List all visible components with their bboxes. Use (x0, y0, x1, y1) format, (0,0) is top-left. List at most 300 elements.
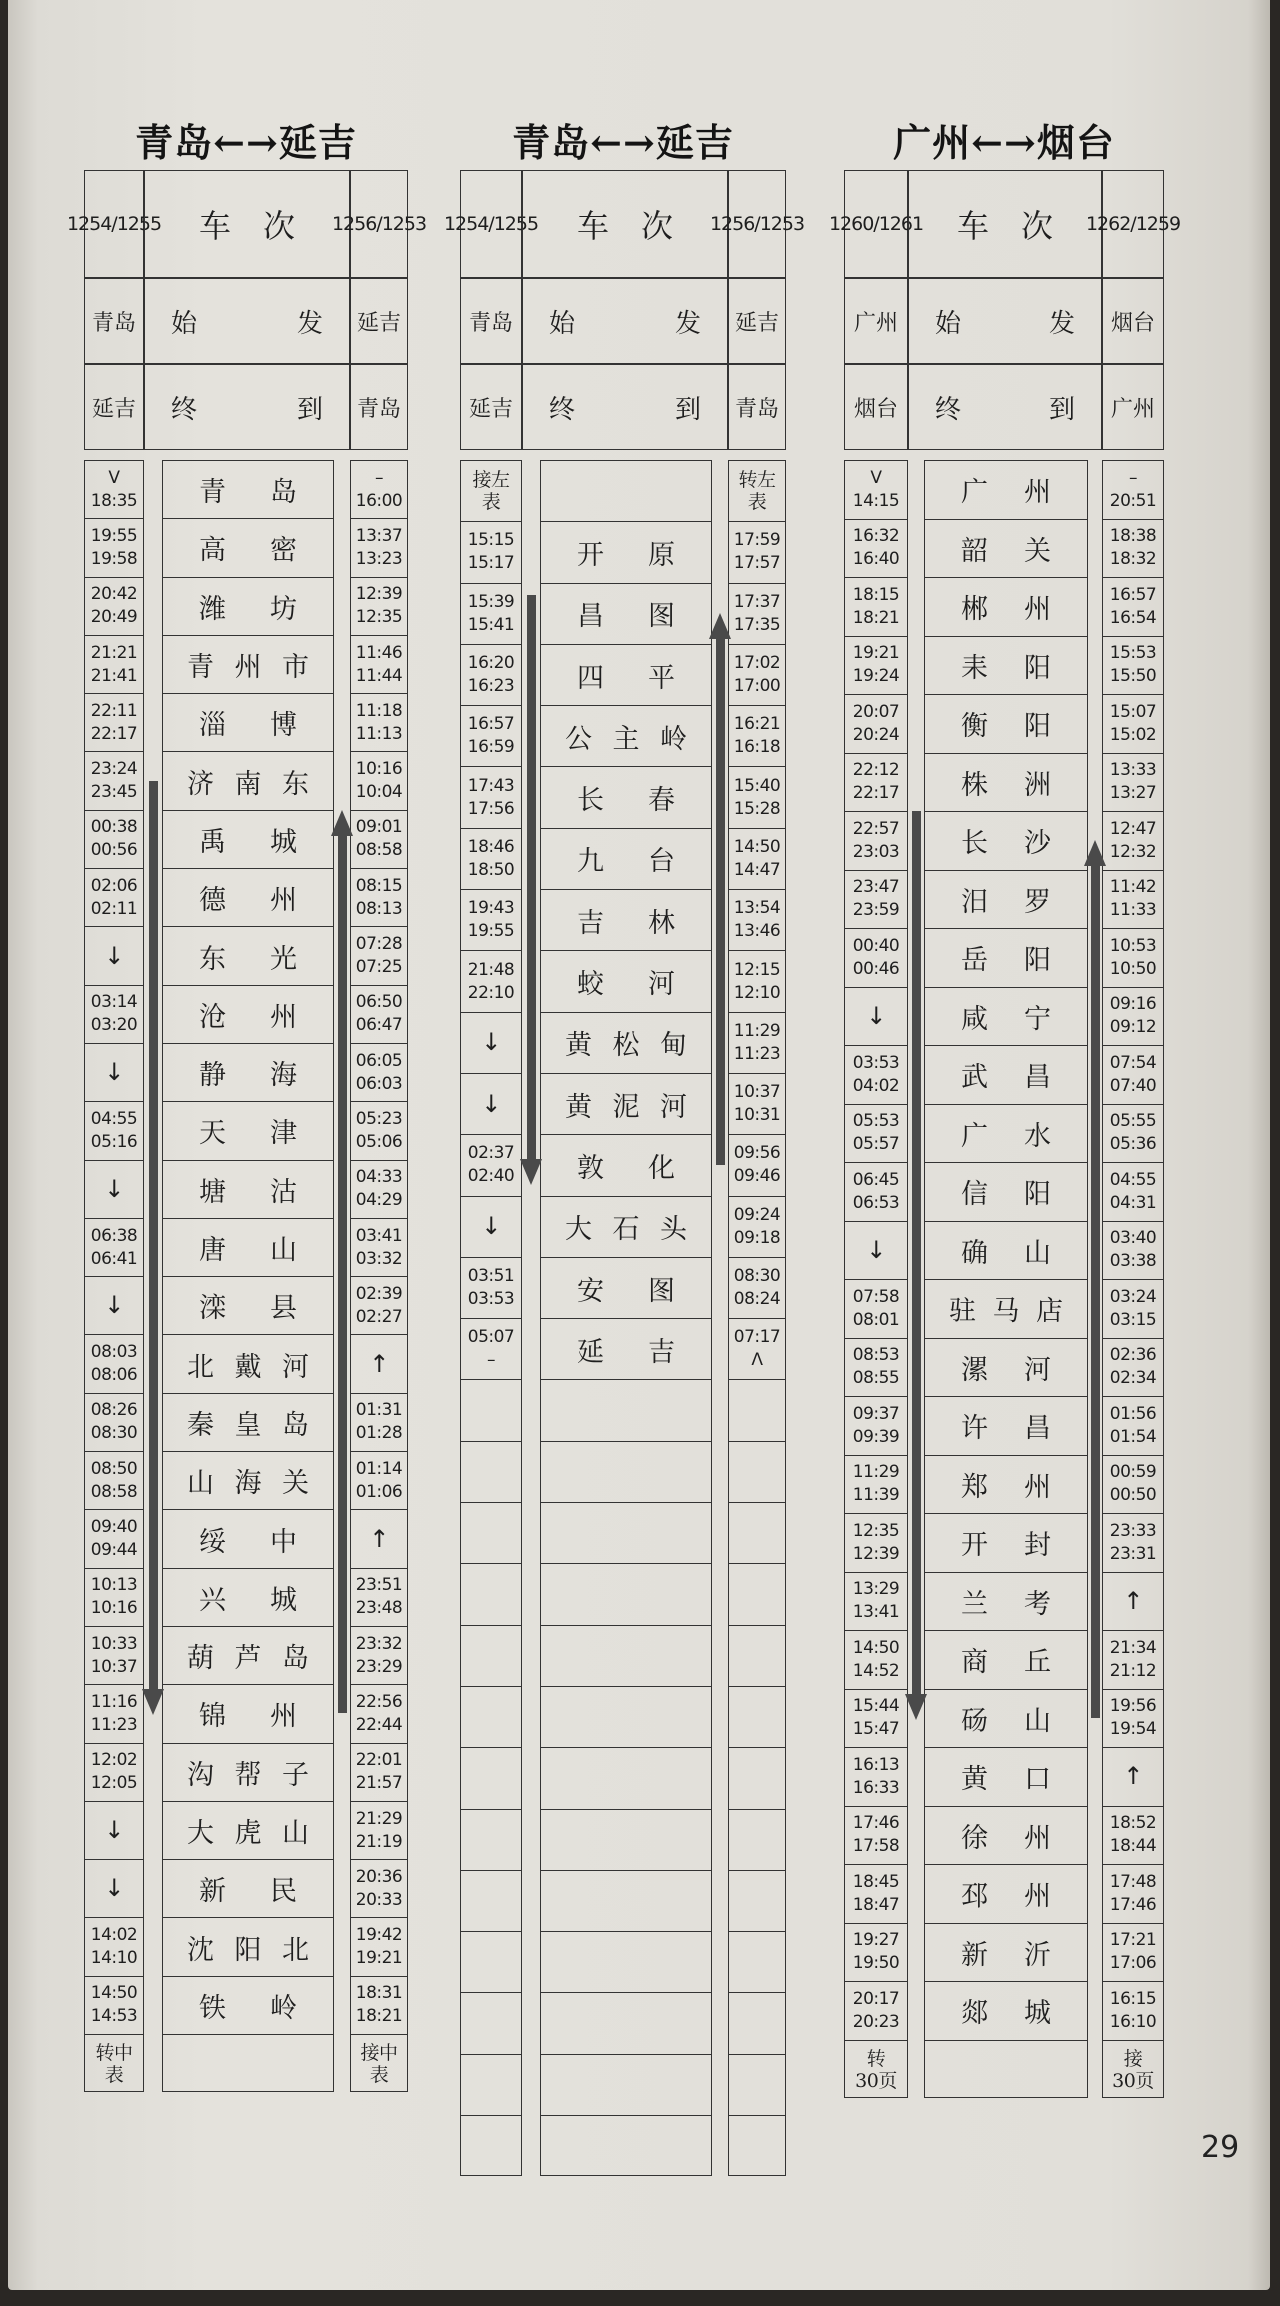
header-left-0 (828, 170, 924, 278)
station-name: 汨 罗 (925, 871, 1087, 930)
left-time-cell: 16:20 16:23 (461, 645, 521, 706)
left-time-cell: 14:50 14:53 (85, 1977, 143, 2035)
left-time-cell: 接左 表 (461, 461, 521, 522)
right-time-cell: 09:01 08:58 (351, 811, 407, 869)
station-name: 四 平 (541, 645, 711, 706)
station-name: 许 昌 (925, 1397, 1087, 1456)
right-time-cell: 23:51 23:48 (351, 1569, 407, 1627)
left-time-cell: 19:55 19:58 (85, 519, 143, 577)
right-time-cell: ↑ (351, 1336, 407, 1394)
header-right-text: 1256/1253 (709, 212, 805, 235)
station-name: 咸 宁 (925, 988, 1087, 1047)
header-label: 始 发 (549, 308, 701, 339)
station-name: 禹 城 (163, 811, 333, 869)
station-name: 东 光 (163, 927, 333, 985)
left-time-cell (461, 1503, 521, 1564)
left-time-cell: ↓ (845, 988, 907, 1047)
header-middle-0 (144, 170, 350, 278)
header-middle-1 (144, 278, 350, 364)
left-time-cell (461, 1810, 521, 1871)
left-direction-arrow (149, 781, 158, 1694)
right-time-cell: 11:18 11:13 (351, 694, 407, 752)
station-name (541, 1994, 711, 2055)
station-name: 开 原 (541, 522, 711, 583)
header-left-text: 1254/1255 (66, 212, 162, 235)
station-name: 潍 坊 (163, 578, 333, 636)
station-name: 青 州 市 (163, 636, 333, 694)
left-time-cell: 20:17 20:23 (845, 1982, 907, 2041)
left-time-cell: 23:24 23:45 (85, 753, 143, 811)
right-time-cell: 03:40 03:38 (1103, 1222, 1163, 1281)
right-time-cell: 05:55 05:36 (1103, 1105, 1163, 1164)
left-time-cell: ↓ (85, 1044, 143, 1102)
header-left-text: 1260/1261 (828, 212, 924, 235)
left-time-cell (461, 1748, 521, 1809)
right-time-cell: 接 30页 (1112, 2047, 1154, 2092)
right-time-cell: 17:48 17:46 (1103, 1865, 1163, 1924)
station-name (541, 1748, 711, 1809)
right-time-cell: 01:56 01:54 (1103, 1397, 1163, 1456)
station-name (541, 2116, 711, 2177)
left-time-cell (461, 1564, 521, 1625)
right-time-cell: 04:55 04:31 (1103, 1163, 1163, 1222)
right-time-cell: 转左 表 (729, 461, 785, 522)
left-time-cell: 10:13 10:16 (85, 1569, 143, 1627)
header-right-1 (1102, 278, 1164, 364)
header-label: 终 到 (171, 394, 323, 425)
right-time-cell: 02:36 02:34 (1103, 1339, 1163, 1398)
left-time-cell: 19:21 19:24 (845, 637, 907, 696)
station-name: 新 沂 (925, 1924, 1087, 1983)
right-time-cell: 06:50 06:47 (351, 986, 407, 1044)
header-left-2 (84, 364, 144, 450)
left-time-cell: 21:48 22:10 (461, 951, 521, 1012)
right-time-cell: 19:56 19:54 (1103, 1690, 1163, 1749)
left-time-cell: ↓ (85, 1802, 143, 1860)
station-name: 商 丘 (925, 1631, 1087, 1690)
station-name: 岳 阳 (925, 929, 1087, 988)
right-time-cell (729, 2116, 785, 2177)
right-time-cell: 23:33 23:31 (1103, 1514, 1163, 1573)
header-right-2 (728, 364, 786, 450)
right-time-cell (729, 1564, 785, 1625)
left-time-cell: 20:42 20:49 (85, 578, 143, 636)
left-time-cell: 00:40 00:46 (845, 929, 907, 988)
station-name: 北 戴 河 (163, 1336, 333, 1394)
left-time-cell: 09:40 09:44 (85, 1510, 143, 1568)
left-time-cell: 02:06 02:11 (85, 869, 143, 927)
left-time-cell: 12:35 12:39 (845, 1514, 907, 1573)
right-time-cell: 08:15 08:13 (351, 869, 407, 927)
right-time-cell: 15:40 15:28 (729, 768, 785, 829)
right-time-cell: – 16:00 (351, 461, 407, 519)
station-name: 驻 马 店 (925, 1280, 1087, 1339)
left-time-cell: ↓ (85, 1860, 143, 1918)
station-name: 郑 州 (925, 1456, 1087, 1515)
right-time-cell: 11:29 11:23 (729, 1013, 785, 1074)
station-name: 葫 芦 岛 (163, 1627, 333, 1685)
right-time-cell: 08:30 08:24 (729, 1258, 785, 1319)
right-time-cell (729, 1748, 785, 1809)
left-time-cell (461, 1687, 521, 1748)
station-name (541, 1810, 711, 1871)
right-time-cell: 21:34 21:12 (1103, 1631, 1163, 1690)
right-time-cell: 16:21 16:18 (729, 706, 785, 767)
header-middle-1 (908, 278, 1102, 364)
header-right-text: 广州 (1110, 396, 1155, 422)
right-time-cell: 04:33 04:29 (351, 1161, 407, 1219)
station-name: 蛟 河 (541, 951, 711, 1012)
station-name: 长 沙 (925, 812, 1087, 871)
left-time-cell: 18:46 18:50 (461, 829, 521, 890)
left-direction-arrow (527, 595, 536, 1163)
right-time-cell (729, 1381, 785, 1442)
timetable-page (8, 0, 1270, 2290)
left-time-cell (461, 2055, 521, 2116)
left-time-cell: 05:07 – (461, 1319, 521, 1380)
left-time-cell: 18:45 18:47 (845, 1865, 907, 1924)
right-time-cell (729, 1994, 785, 2055)
station-name: 武 昌 (925, 1046, 1087, 1105)
left-time-cell: 22:57 23:03 (845, 812, 907, 871)
header-left-text: 烟台 (853, 396, 898, 422)
station-name: 九 台 (541, 829, 711, 890)
right-time-cell (729, 1503, 785, 1564)
right-time-cell: 13:37 13:23 (351, 519, 407, 577)
left-time-cell: 转 30页 (855, 2047, 897, 2092)
right-time-cell (729, 1626, 785, 1687)
stations-column (540, 460, 712, 2176)
header-right-2 (350, 364, 408, 450)
right-time-cell: 16:15 16:10 (1103, 1982, 1163, 2041)
right-time-cell: 17:21 17:06 (1103, 1924, 1163, 1983)
right-time-cell: 18:38 18:32 (1103, 520, 1163, 579)
header-right-text: 青岛 (734, 396, 779, 422)
station-name (541, 1381, 711, 1442)
left-time-cell: 06:38 06:41 (85, 1219, 143, 1277)
left-time-cell: 05:53 05:57 (845, 1105, 907, 1164)
station-name: 开 封 (925, 1514, 1087, 1573)
left-time-cell: V 18:35 (85, 461, 143, 519)
left-time-cell: ↓ (845, 1222, 907, 1281)
station-name: 淄 博 (163, 694, 333, 752)
station-name (541, 1626, 711, 1687)
station-name: 确 山 (925, 1222, 1087, 1281)
right-times-column (728, 460, 786, 2176)
stations-column (924, 460, 1088, 2098)
left-time-cell: 16:57 16:59 (461, 706, 521, 767)
left-time-cell: 17:46 17:58 (845, 1807, 907, 1866)
right-time-cell: 00:59 00:50 (1103, 1456, 1163, 1515)
right-time-cell: 09:16 09:12 (1103, 988, 1163, 1047)
right-times-column (350, 460, 408, 2092)
right-time-cell: 22:56 22:44 (351, 1685, 407, 1743)
station-name: 耒 阳 (925, 637, 1087, 696)
right-direction-arrow (716, 633, 725, 1165)
station-name (541, 1442, 711, 1503)
station-name: 广 水 (925, 1105, 1087, 1164)
station-name: 唐 山 (163, 1219, 333, 1277)
header-label: 车 次 (956, 207, 1053, 245)
station-name: 秦 皇 岛 (163, 1394, 333, 1452)
left-time-cell: ↓ (85, 1277, 143, 1335)
right-time-cell: 16:57 16:54 (1103, 578, 1163, 637)
right-time-cell: 17:02 17:00 (729, 645, 785, 706)
station-name: 天 津 (163, 1102, 333, 1160)
right-times-column (1102, 460, 1164, 2098)
header-left-text: 延吉 (468, 396, 513, 422)
right-direction-arrow (1091, 860, 1100, 1718)
left-time-cell: 19:27 19:50 (845, 1924, 907, 1983)
left-time-cell: 07:58 08:01 (845, 1280, 907, 1339)
station-name (541, 461, 711, 522)
arrow-down-icon (905, 1694, 927, 1720)
left-time-cell: V 14:15 (845, 461, 907, 520)
station-name: 沟 帮 子 (163, 1744, 333, 1802)
left-time-cell (461, 2116, 521, 2177)
left-time-cell: 18:15 18:21 (845, 578, 907, 637)
header-left-text: 青岛 (468, 310, 513, 336)
right-time-cell (729, 1442, 785, 1503)
header-middle-2 (908, 364, 1102, 450)
header-right-text: 青岛 (356, 396, 401, 422)
right-time-cell (729, 1810, 785, 1871)
left-time-cell (461, 1994, 521, 2055)
station-name: 敦 化 (541, 1135, 711, 1196)
station-name: 青 岛 (163, 461, 333, 519)
station-name (541, 2055, 711, 2116)
left-time-cell: 00:38 00:56 (85, 811, 143, 869)
station-name: 高 密 (163, 519, 333, 577)
left-time-cell: 08:26 08:30 (85, 1394, 143, 1452)
header-right-text: 延吉 (356, 310, 401, 336)
right-time-cell (729, 1932, 785, 1993)
header-left-2 (844, 364, 908, 450)
header-label: 终 到 (549, 394, 701, 425)
left-times-column (844, 460, 908, 2098)
right-time-cell: 18:31 18:21 (351, 1977, 407, 2035)
left-time-cell: 16:13 16:33 (845, 1748, 907, 1807)
header-middle-2 (522, 364, 728, 450)
arrow-up-icon (1084, 840, 1106, 866)
station-name: 郴 州 (925, 578, 1087, 637)
station-name (541, 1871, 711, 1932)
right-time-cell: 22:01 21:57 (351, 1744, 407, 1802)
station-name: 株 洲 (925, 754, 1087, 813)
right-time-cell: 15:07 15:02 (1103, 695, 1163, 754)
station-name: 砀 山 (925, 1690, 1087, 1749)
left-time-cell: 03:51 03:53 (461, 1258, 521, 1319)
header-right-text: 烟台 (1110, 310, 1155, 336)
right-time-cell: 09:24 09:18 (729, 1197, 785, 1258)
station-name: 锦 州 (163, 1685, 333, 1743)
left-time-cell (461, 1381, 521, 1442)
left-time-cell (461, 1932, 521, 1993)
right-time-cell: 10:53 10:50 (1103, 929, 1163, 988)
station-name: 大 石 头 (541, 1197, 711, 1258)
right-time-cell: 07:17 Λ (729, 1319, 785, 1380)
left-time-cell: ↓ (85, 1161, 143, 1219)
header-left-text: 1254/1255 (443, 212, 539, 235)
left-time-cell: 12:02 12:05 (85, 1744, 143, 1802)
right-time-cell: 19:42 19:21 (351, 1919, 407, 1977)
right-time-cell: 01:31 01:28 (351, 1394, 407, 1452)
page-number: 29 (1201, 2130, 1240, 2165)
header-left-text: 青岛 (91, 310, 136, 336)
left-time-cell: 转中 表 (95, 2042, 133, 2087)
right-time-cell: 12:15 12:10 (729, 951, 785, 1012)
station-name: 黄 松 甸 (541, 1013, 711, 1074)
header-label: 始 发 (935, 308, 1075, 339)
left-time-cell (461, 1871, 521, 1932)
table-title: 青岛←→延吉 (512, 120, 734, 165)
stations-column (162, 460, 334, 2092)
right-time-cell (729, 2055, 785, 2116)
station-name (541, 1932, 711, 1993)
header-left-text: 广州 (853, 310, 898, 336)
right-time-cell: 20:36 20:33 (351, 1860, 407, 1918)
left-time-cell: 15:39 15:41 (461, 584, 521, 645)
right-time-cell: 15:53 15:50 (1103, 637, 1163, 696)
header-right-0 (709, 170, 805, 278)
right-time-cell: 14:50 14:47 (729, 829, 785, 890)
right-time-cell: 13:54 13:46 (729, 890, 785, 951)
station-name (541, 1687, 711, 1748)
station-name: 长 春 (541, 768, 711, 829)
table-title: 广州←→烟台 (893, 120, 1115, 165)
header-left-2 (460, 364, 522, 450)
header-middle-1 (522, 278, 728, 364)
left-time-cell: 14:02 14:10 (85, 1919, 143, 1977)
left-time-cell: 08:03 08:06 (85, 1336, 143, 1394)
left-time-cell: 11:29 11:39 (845, 1456, 907, 1515)
right-time-cell: 11:46 11:44 (351, 636, 407, 694)
header-right-2 (1102, 364, 1164, 450)
header-left-1 (84, 278, 144, 364)
left-time-cell: 10:33 10:37 (85, 1627, 143, 1685)
right-time-cell: 12:47 12:32 (1103, 812, 1163, 871)
left-time-cell: 08:50 08:58 (85, 1452, 143, 1510)
left-time-cell: 16:32 16:40 (845, 520, 907, 579)
station-name: 塘 沽 (163, 1161, 333, 1219)
right-time-cell: 接中 表 (360, 2042, 398, 2087)
header-right-1 (728, 278, 786, 364)
station-name: 郯 城 (925, 1982, 1087, 2041)
left-direction-arrow (912, 811, 921, 1698)
right-direction-arrow (338, 830, 347, 1714)
station-name: 安 图 (541, 1258, 711, 1319)
right-time-cell: 18:52 18:44 (1103, 1807, 1163, 1866)
header-middle-2 (144, 364, 350, 450)
left-time-cell: 22:12 22:17 (845, 754, 907, 813)
station-name: 兴 城 (163, 1569, 333, 1627)
station-name (163, 2035, 333, 2093)
right-time-cell: 07:54 07:40 (1103, 1046, 1163, 1105)
station-name: 兰 考 (925, 1573, 1087, 1632)
station-name: 德 州 (163, 869, 333, 927)
station-name: 绥 中 (163, 1510, 333, 1568)
left-time-cell: ↓ (461, 1013, 521, 1074)
arrow-down-icon (520, 1159, 542, 1185)
table-title: 青岛←→延吉 (135, 120, 357, 165)
station-name: 广 州 (925, 461, 1087, 520)
arrow-up-icon (709, 613, 731, 639)
header-middle-0 (908, 170, 1102, 278)
station-name: 滦 县 (163, 1277, 333, 1335)
left-time-cell: 19:43 19:55 (461, 890, 521, 951)
header-right-1 (350, 278, 408, 364)
left-time-cell: 13:29 13:41 (845, 1573, 907, 1632)
right-time-cell: 10:16 10:04 (351, 753, 407, 811)
right-time-cell: 17:37 17:35 (729, 584, 785, 645)
right-time-cell: 01:14 01:06 (351, 1452, 407, 1510)
left-time-cell (461, 1626, 521, 1687)
station-name: 静 海 (163, 1044, 333, 1102)
right-time-cell: 23:32 23:29 (351, 1627, 407, 1685)
left-time-cell: 03:14 03:20 (85, 986, 143, 1044)
left-times-column (84, 460, 144, 2092)
left-time-cell (461, 1442, 521, 1503)
station-name: 沧 州 (163, 986, 333, 1044)
left-time-cell: 03:53 04:02 (845, 1046, 907, 1105)
station-name: 黄 泥 河 (541, 1074, 711, 1135)
left-time-cell: 06:45 06:53 (845, 1163, 907, 1222)
left-time-cell: 22:11 22:17 (85, 694, 143, 752)
left-time-cell: 04:55 05:16 (85, 1102, 143, 1160)
arrow-down-icon (142, 1689, 164, 1715)
right-time-cell: 02:39 02:27 (351, 1277, 407, 1335)
header-label: 车 次 (198, 207, 295, 245)
header-left-0 (443, 170, 539, 278)
right-time-cell: 21:29 21:19 (351, 1802, 407, 1860)
station-name: 沈 阳 北 (163, 1919, 333, 1977)
station-name: 邳 州 (925, 1865, 1087, 1924)
header-left-0 (66, 170, 162, 278)
station-name (541, 1503, 711, 1564)
station-name: 衡 阳 (925, 695, 1087, 754)
left-time-cell: ↓ (461, 1074, 521, 1135)
station-name: 徐 州 (925, 1807, 1087, 1866)
left-time-cell: 09:37 09:39 (845, 1397, 907, 1456)
right-time-cell: 10:37 10:31 (729, 1074, 785, 1135)
station-name: 韶 关 (925, 520, 1087, 579)
station-name: 黄 口 (925, 1748, 1087, 1807)
header-right-text: 1256/1253 (331, 212, 427, 235)
right-time-cell: ↑ (351, 1510, 407, 1568)
arrow-up-icon (331, 810, 353, 836)
station-name: 漯 河 (925, 1339, 1087, 1398)
left-time-cell: 23:47 23:59 (845, 871, 907, 930)
left-time-cell: 17:43 17:56 (461, 768, 521, 829)
right-time-cell (729, 1871, 785, 1932)
left-time-cell: ↓ (461, 1197, 521, 1258)
right-time-cell: 07:28 07:25 (351, 927, 407, 985)
station-name: 山 海 关 (163, 1452, 333, 1510)
right-time-cell: 11:42 11:33 (1103, 871, 1163, 930)
left-time-cell: 08:53 08:55 (845, 1339, 907, 1398)
left-time-cell: ↓ (85, 927, 143, 985)
header-label: 终 到 (935, 394, 1075, 425)
station-name: 吉 林 (541, 890, 711, 951)
right-time-cell: 09:56 09:46 (729, 1135, 785, 1196)
right-time-cell: 06:05 06:03 (351, 1044, 407, 1102)
header-left-1 (460, 278, 522, 364)
station-name: 延 吉 (541, 1319, 711, 1380)
header-left-text: 延吉 (91, 396, 136, 422)
right-time-cell: 17:59 17:57 (729, 522, 785, 583)
left-time-cell: 11:16 11:23 (85, 1685, 143, 1743)
station-name: 昌 图 (541, 584, 711, 645)
